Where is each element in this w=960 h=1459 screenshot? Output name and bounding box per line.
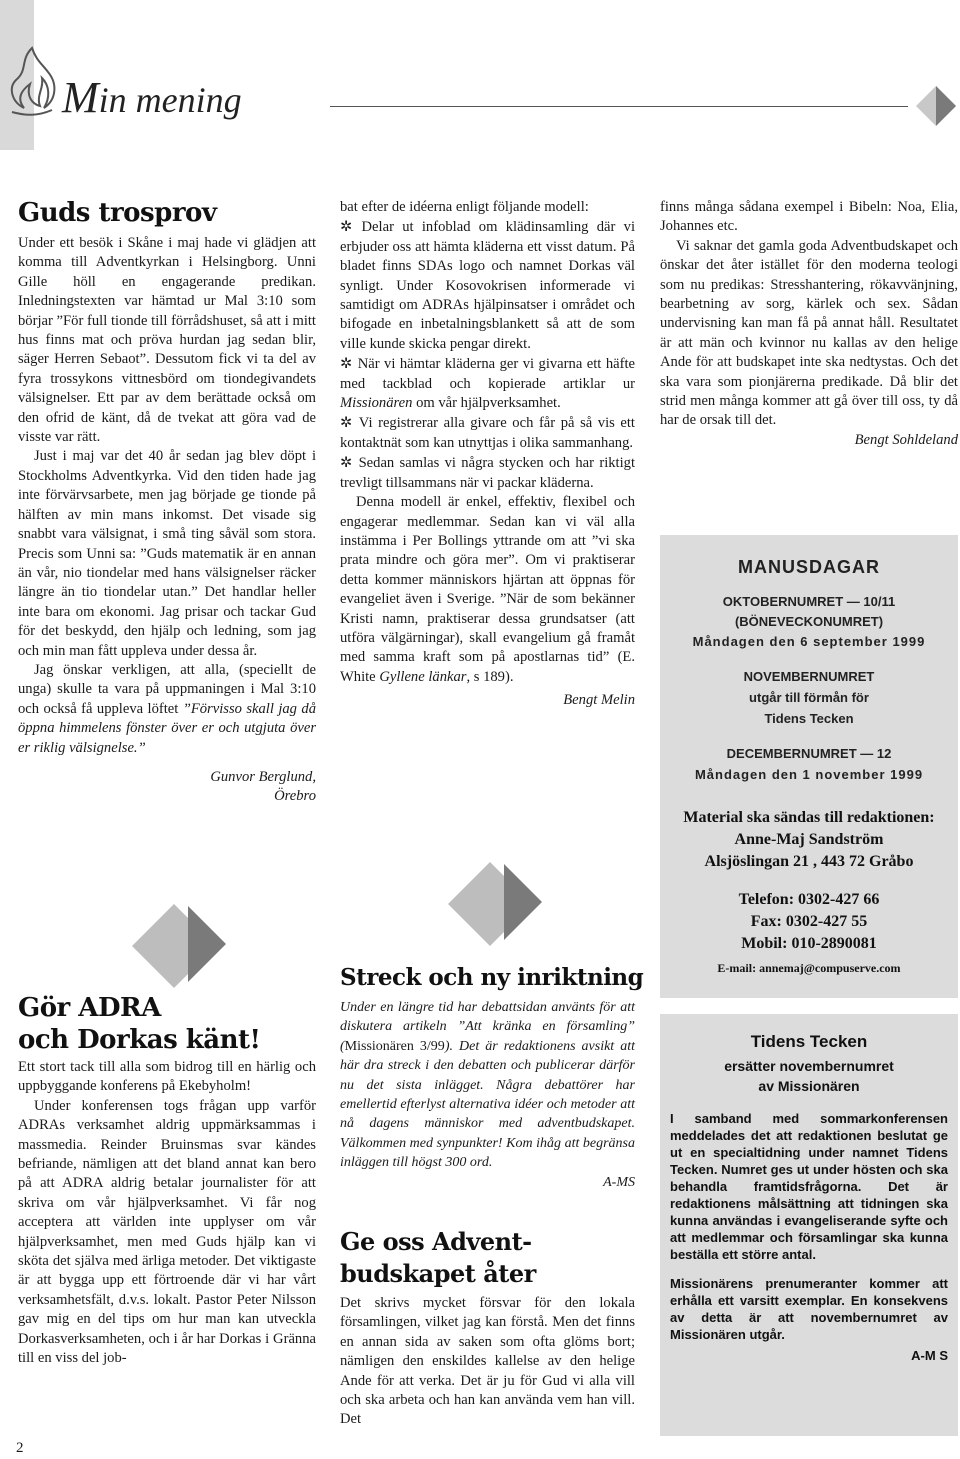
header-rule	[330, 106, 908, 107]
signature: Bengt Melin	[563, 692, 635, 709]
paragraph: Det skrivs mycket försvar för den lokala församlingen, vilket jag kan förstå. Men det finns en annan sida av saken som ofta glöms bort; nämligen den enskildes kallelse av den helige Ande för att verka. Det är ju för Gud vi alla vill och ska arbeta och han kan använda vem han vill. Det	[340, 1295, 635, 1428]
paragraph: bat efter de idéerna enligt följande modell:	[340, 199, 589, 215]
list-item: ✲ När vi hämtar kläderna ger vi givarna ett häfte med tackblad och kopierade artiklar ur Missionären om vår hjälpverksamhet.	[340, 355, 635, 412]
paragraph: Just i maj var det 40 år sedan jag blev döpt i Stockholms Adventkyrka. Vid den tiden hade jag inte förvärvsarbete, men jag började ge tionde på hälften av min mans inkomst. Det visade sig snabbt vara välsignat, i små ting såväl som stora. Precis som Unni sa: ”Guds matematik är en annan än vår, nio tiondelar med hans välsignelser räcker längre än tio tiondelar utan.” Det handlar heller inte bara om ekonomi. Jag prisar och tackar Gud för det beskydd, den hjälp och ledning, som jag och min man fått uppleva under dessa år.	[18, 448, 316, 659]
paragraph: Under en längre tid har debattsidan använts för att diskutera artikeln ”Att kränka en församling” (Missionären 3/99). Det är redaktionens avsikt att här dra streck i den debatten och publicerar därför nu det sista inlägget. Några debattörer har emellertid efterlyst alternativa idéer och metoder att nå dagens människor med adventbudskapet. Välkommen med synpunkter! Kom ihåg att begränsa inläggen till högst 300 ord.	[340, 1000, 635, 1171]
heading-gor-adra: Gör ADRA och Dorkas känt!	[18, 993, 261, 1055]
tidens-body: I samband med sommarkonferensen meddelades det att redaktionen beslutat ge ut en specialtidning under namnet Tidens Tecken. Numret ges ut under hösten och ska behandla framtidsfrågorna. Det är redaktionens målsättning att tidningen ska kunna användas i evangeliserande syfte och att medlemmar och församlingar ska kunna beställa ett större antal. Missionärens prenumeranter kommer att erhålla ett varsitt exemplar. En konsekvens av detta är att novembernumret av Missionären utgår. A-M S	[670, 1111, 948, 1363]
list-item: ✲ Vi registrerar alla givare och får på så vis ett kontaktnät som kan utnyttjas i olika sammanhang.	[340, 414, 635, 451]
section-title: Min mening	[62, 73, 242, 122]
signature: Gunvor Berglund,	[210, 768, 316, 785]
heading-streck: Streck och ny inriktning	[340, 964, 644, 991]
heading-ge-oss: Ge oss Advent- budskapet åter	[340, 1227, 536, 1288]
october-info: OKTOBERNUMRET — 10/11 (BÖNEVECKONUMRET) Måndagen den 6 september 1999	[692, 594, 926, 649]
november-info: NOVEMBERNUMRET utgår till förmån för Tidens Tecken	[743, 669, 875, 726]
asterisk-icon: ✲	[340, 218, 362, 236]
contact-address: Material ska sändas till redaktionen: Anne-Maj Sandström Alsjöslingan 21 , 443 72 Gråbo	[683, 809, 935, 870]
signature: A-MS	[603, 1174, 635, 1190]
paragraph: finns många sådana exempel i Bibeln: Noa, Elia, Johannes etc.	[660, 199, 958, 235]
heading-guds-trosprov: Guds trosprov	[18, 198, 217, 228]
paragraph: Vi saknar det gamla goda Adventbudskapet och önskar det åter istället för den moderna teologi som nu predikas: Stresshantering, rökavvänjning, bearbetning av sorg, kärlek och sex. Sådan undervisning kan man få på annat håll. Resultatet är att män och kvinnor nu kallas av den helige Ande för att budskapet inte ska nedtystas. Och det ska vara som pionjärerna predikade. Då blir det strid men många kommer att gå över till oss, ty då har de orsak till det.	[660, 237, 958, 429]
asterisk-icon: ✲	[340, 355, 358, 373]
decorative-diamonds-icon	[448, 860, 544, 948]
paragraph: Under ett besök i Skåne i maj hade vi glädjen att komma till Adventkyrkan i Helsingborg. Unni Gille höll en engagerande predikan. Inledningstexten var hämtad ur Mal 3:10 som börjar ”För full tionde till förrådshuset, så att i mitt hus finns mat och pröva hurdan jag sedan blir, säger Herren Sebaot”. Dessutom fick vi ta del av fyra trossykons vittnesbörd om tiondegivandets välsignelser. Ett par av dem berättade också om den ofrid de känt, då de tvekat att göra vad de visste var rätt.	[18, 235, 316, 446]
page-number: 2	[16, 1440, 24, 1456]
paragraph: Denna modell är enkel, effektiv, flexibel och engagerar medlemmar. Sedan kan vi väl alla instämma i Per Bollings yttrande om att ”vi ska prata mindre och göra mer”. Om vi praktiserar detta kommer människors hjärtan att öppnas för evangeliet även i Sverige. ”När de som bekänner Kristi namn, praktiserar dessa grundsatser (att utföra välgärningar), skall evangelium gå framåt med samma kraft som på apostlarnas tid” (E. White Gyllene länkar, s 189).	[340, 494, 635, 685]
decorative-diamonds-icon	[132, 902, 228, 990]
signature: A-M S	[911, 1348, 948, 1363]
article-gor-adra-continued	[340, 198, 635, 711]
tidens-title: Tidens Tecken	[750, 1032, 868, 1051]
manusdagar-title: MANUSDAGAR	[738, 557, 880, 577]
tidens-tecken-box	[660, 1014, 958, 1436]
article-gor-adra	[18, 1058, 316, 1369]
contact-phone: Telefon: 0302-427 66 Fax: 0302-427 55 Mobil: 010-2890081	[738, 891, 880, 952]
signature-place: Örebro	[274, 788, 316, 805]
article-guds-trosprov	[18, 234, 316, 807]
article-ge-oss	[340, 1294, 635, 1430]
article-ge-oss-continued	[660, 198, 958, 450]
manusdagar-box	[660, 535, 958, 998]
paragraph: Ett stort tack till alla som bidrog till en härlig och uppbyggande konferens på Ekebyholm!	[18, 1059, 316, 1095]
tidens-subtitle: ersätter novembernumret av Missionären	[724, 1058, 894, 1094]
list-item: ✲ Sedan samlas vi några stycken och har riktigt trevligt tillsammans när vi packar kläderna.	[340, 454, 636, 491]
paragraph: Under konferensen togs frågan upp varför ADRAs verksamhet aldrig uppmärksammas i massmedia. Reinder Bruinsmas svar kändes befriande, nämligen att det bland annat kan bero på att ADRA aldrig betalar journalister för att skriva om vår hjälpverksamhet. Vi får nog acceptera att världen inte upplyser om vår hjälpverksamhet, men med Guds hjälp kan vi sköta det själva med ärliga metoder. Det viktigaste är att bygga upp ett förtroende där vi har vårt verksamhetsfält, d.v.s. lokalt. Pastor Peter Nilsson gav mig en del tips om hur man kan utveckla Dorkasverksamheten, och i år har Dorkas i Gränna till en viss del job-	[18, 1097, 316, 1367]
list-item: ✲ Delar ut infoblad om klädinsamling där vi erbjuder oss att hämta kläderna ett visst datum. På bladet finns SDAs logo och namnet Dorkas väl synligt. Under Kosovokrisen informerade vi samtidigt om ADRAs hjälpinsatser i området och bifogade en inbetalningsblankett så att de som ville kunde skicka pengar direkt.	[340, 218, 635, 352]
december-info: DECEMBERNUMRET — 12 Måndagen den 1 november 1999	[694, 746, 924, 782]
asterisk-icon: ✲	[340, 414, 359, 432]
contact-email: E-mail: annemaj@compuserve.com	[717, 961, 901, 975]
header-diamond-icon	[914, 84, 958, 128]
editorial-note	[340, 998, 635, 1192]
paragraph: Jag önskar verkligen, att alla, (speciellt de unga) skulle ta vara på uppmaningen i Mal 3:10 och också få uppleva löftet ”Förvisso skall jag då öppna himmelens fönster över er och utgjuta över er riklig välsignelse.”	[18, 661, 316, 756]
asterisk-icon: ✲	[340, 454, 359, 472]
flame-logo-icon	[2, 42, 60, 122]
signature: Bengt Sohldeland	[854, 431, 958, 448]
